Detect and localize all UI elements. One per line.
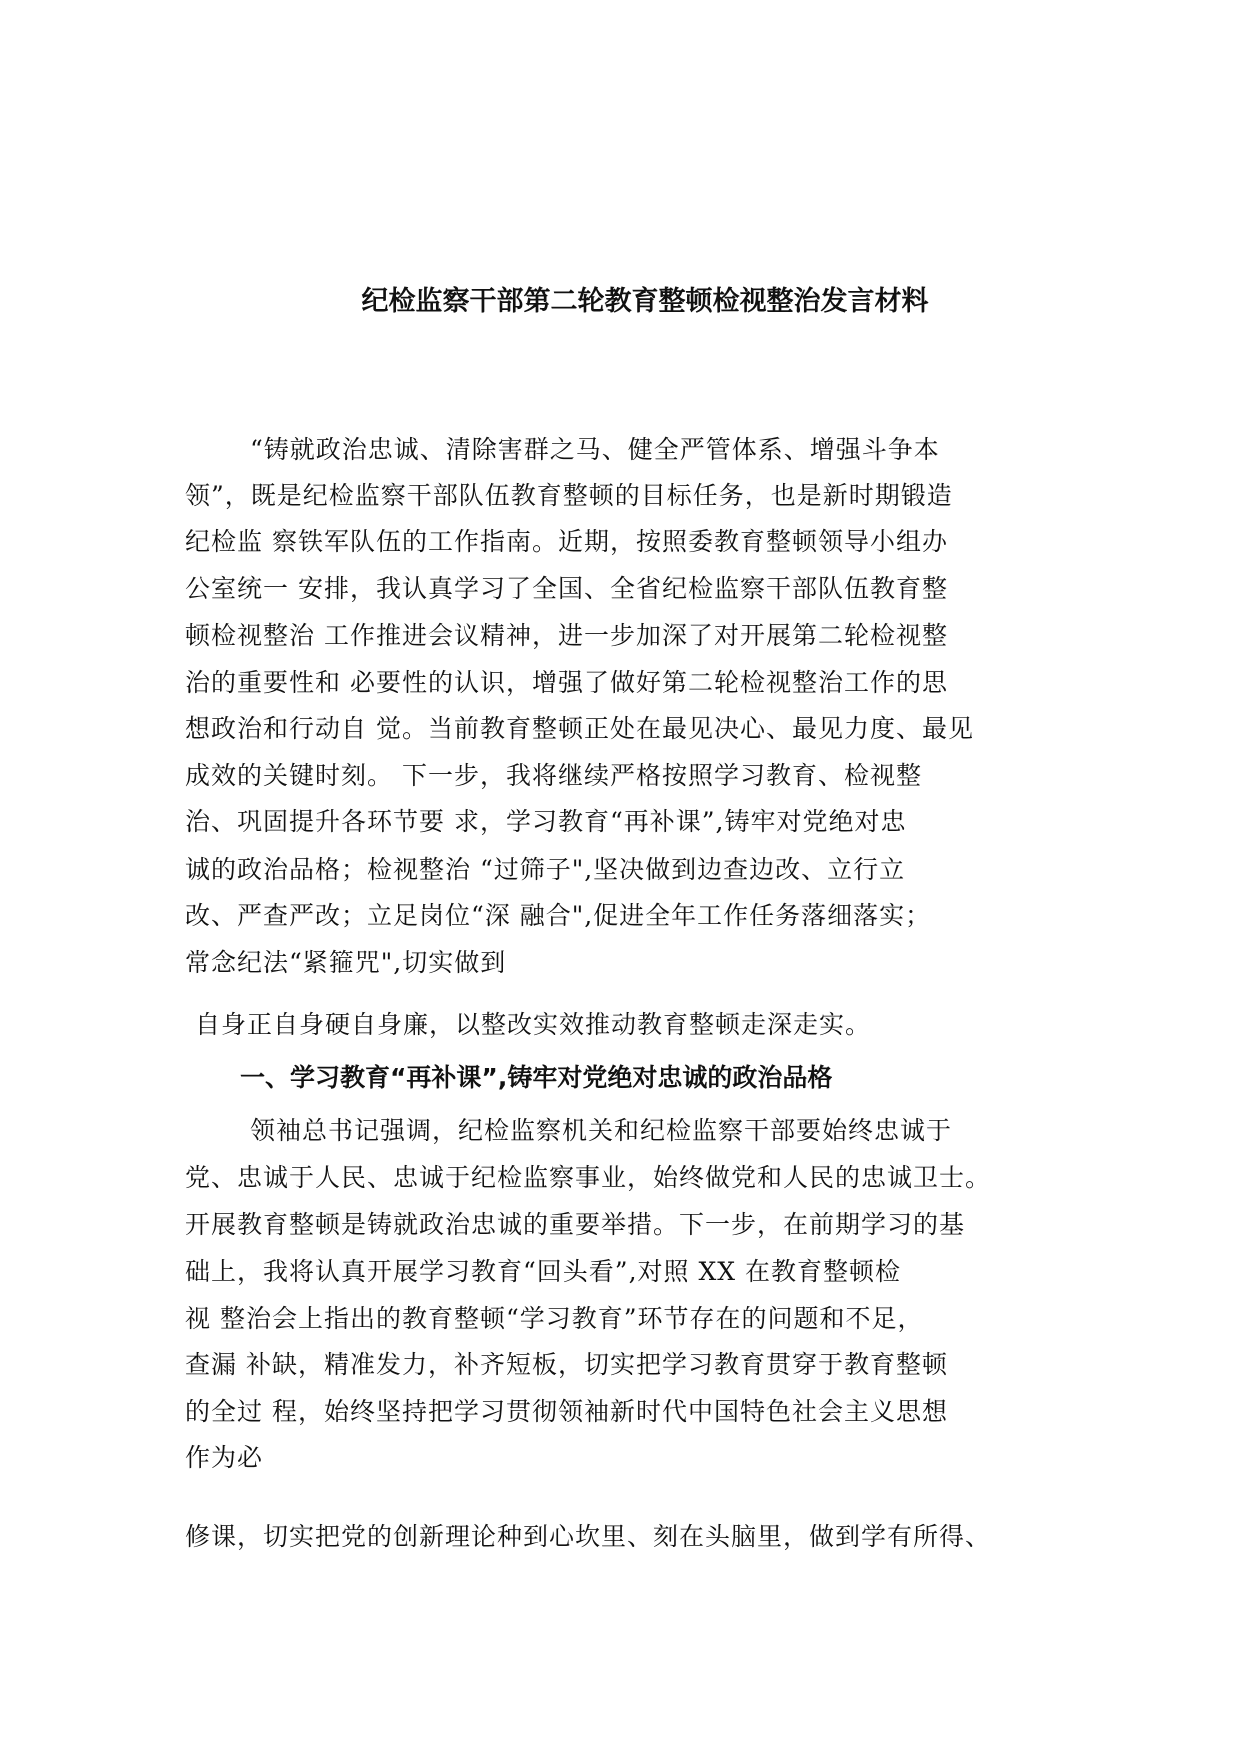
paragraph-line: 视 整治会上指出的教育整顿“学习教育”环节存在的问题和不足， (185, 1304, 924, 1333)
paragraph-line: 作为必 (185, 1443, 264, 1472)
paragraph-line: 改、严查严改；立足岗位“深 融合",促进全年工作任务落细落实； (185, 901, 932, 930)
section-heading-1: 一、学习教育“再补课”,铸牢对党绝对忠诚的政治品格 (240, 1063, 833, 1092)
paragraph-line: 想政治和行动自 觉。当前教育整顿正处在最见决心、最见力度、最见 (185, 714, 974, 743)
paragraph-line: 查漏 补缺，精准发力，补齐短板，切实把学习教育贯穿于教育整顿 (185, 1350, 948, 1379)
paragraph-line: 开展教育整顿是铸就政治忠诚的重要举措。下一步，在前期学习的基 (185, 1210, 966, 1239)
paragraph-line: 纪检监 察铁军队伍的工作指南。近期，按照委教育整顿领导小组办 (185, 527, 948, 556)
paragraph-line: “铸就政治忠诚、清除害群之马、健全严管体系、增强斗争本 (250, 435, 940, 464)
paragraph-line: 的全过 程，始终坚持把学习贯彻领袖新时代中国特色社会主义思想 (185, 1397, 948, 1426)
paragraph-line: 公室统一 安排，我认真学习了全国、全省纪检监察干部队伍教育整 (185, 574, 948, 603)
paragraph-line: 治的重要性和 必要性的认识，增强了做好第二轮检视整治工作的思 (185, 668, 948, 697)
paragraph-line: 修课，切实把党的创新理论种到心坎里、刻在头脑里，做到学有所得、 (185, 1522, 992, 1551)
paragraph-line: 领”，既是纪检监察干部队伍教育整顿的目标任务，也是新时期锻造 (185, 481, 953, 510)
paragraph-line: 成效的关键时刻。 下一步，我将继续严格按照学习教育、检视整 (185, 761, 922, 790)
paragraph-line: 治、巩固提升各环节要 求，学习教育“再补课”,铸牢对党绝对忠 (185, 807, 907, 836)
paragraph-line: 领袖总书记强调，纪检监察机关和纪检监察干部要始终忠诚于 (250, 1116, 953, 1145)
paragraph-line: 顿检视整治 工作推进会议精神，进一步加深了对开展第二轮检视整 (185, 621, 948, 650)
paragraph-line: 党、忠诚于人民、忠诚于纪检监察事业，始终做党和人民的忠诚卫士。 (185, 1163, 992, 1192)
paragraph-line: 诚的政治品格；检视整治 “过筛子",坚决做到边查边改、立行立 (185, 855, 906, 884)
document-title: 纪检监察干部第二轮教育整顿检视整治发言材料 (361, 286, 929, 317)
paragraph-1-end: 自身正自身硬自身廉，以整改实效推动教育整顿走深走实。 (195, 1010, 872, 1039)
paragraph-line: 础上，我将认真开展学习教育“回头看”,对照 XX 在教育整顿检 (185, 1257, 901, 1286)
paragraph-line: 常念纪法“紧箍咒",切实做到 (185, 948, 507, 977)
